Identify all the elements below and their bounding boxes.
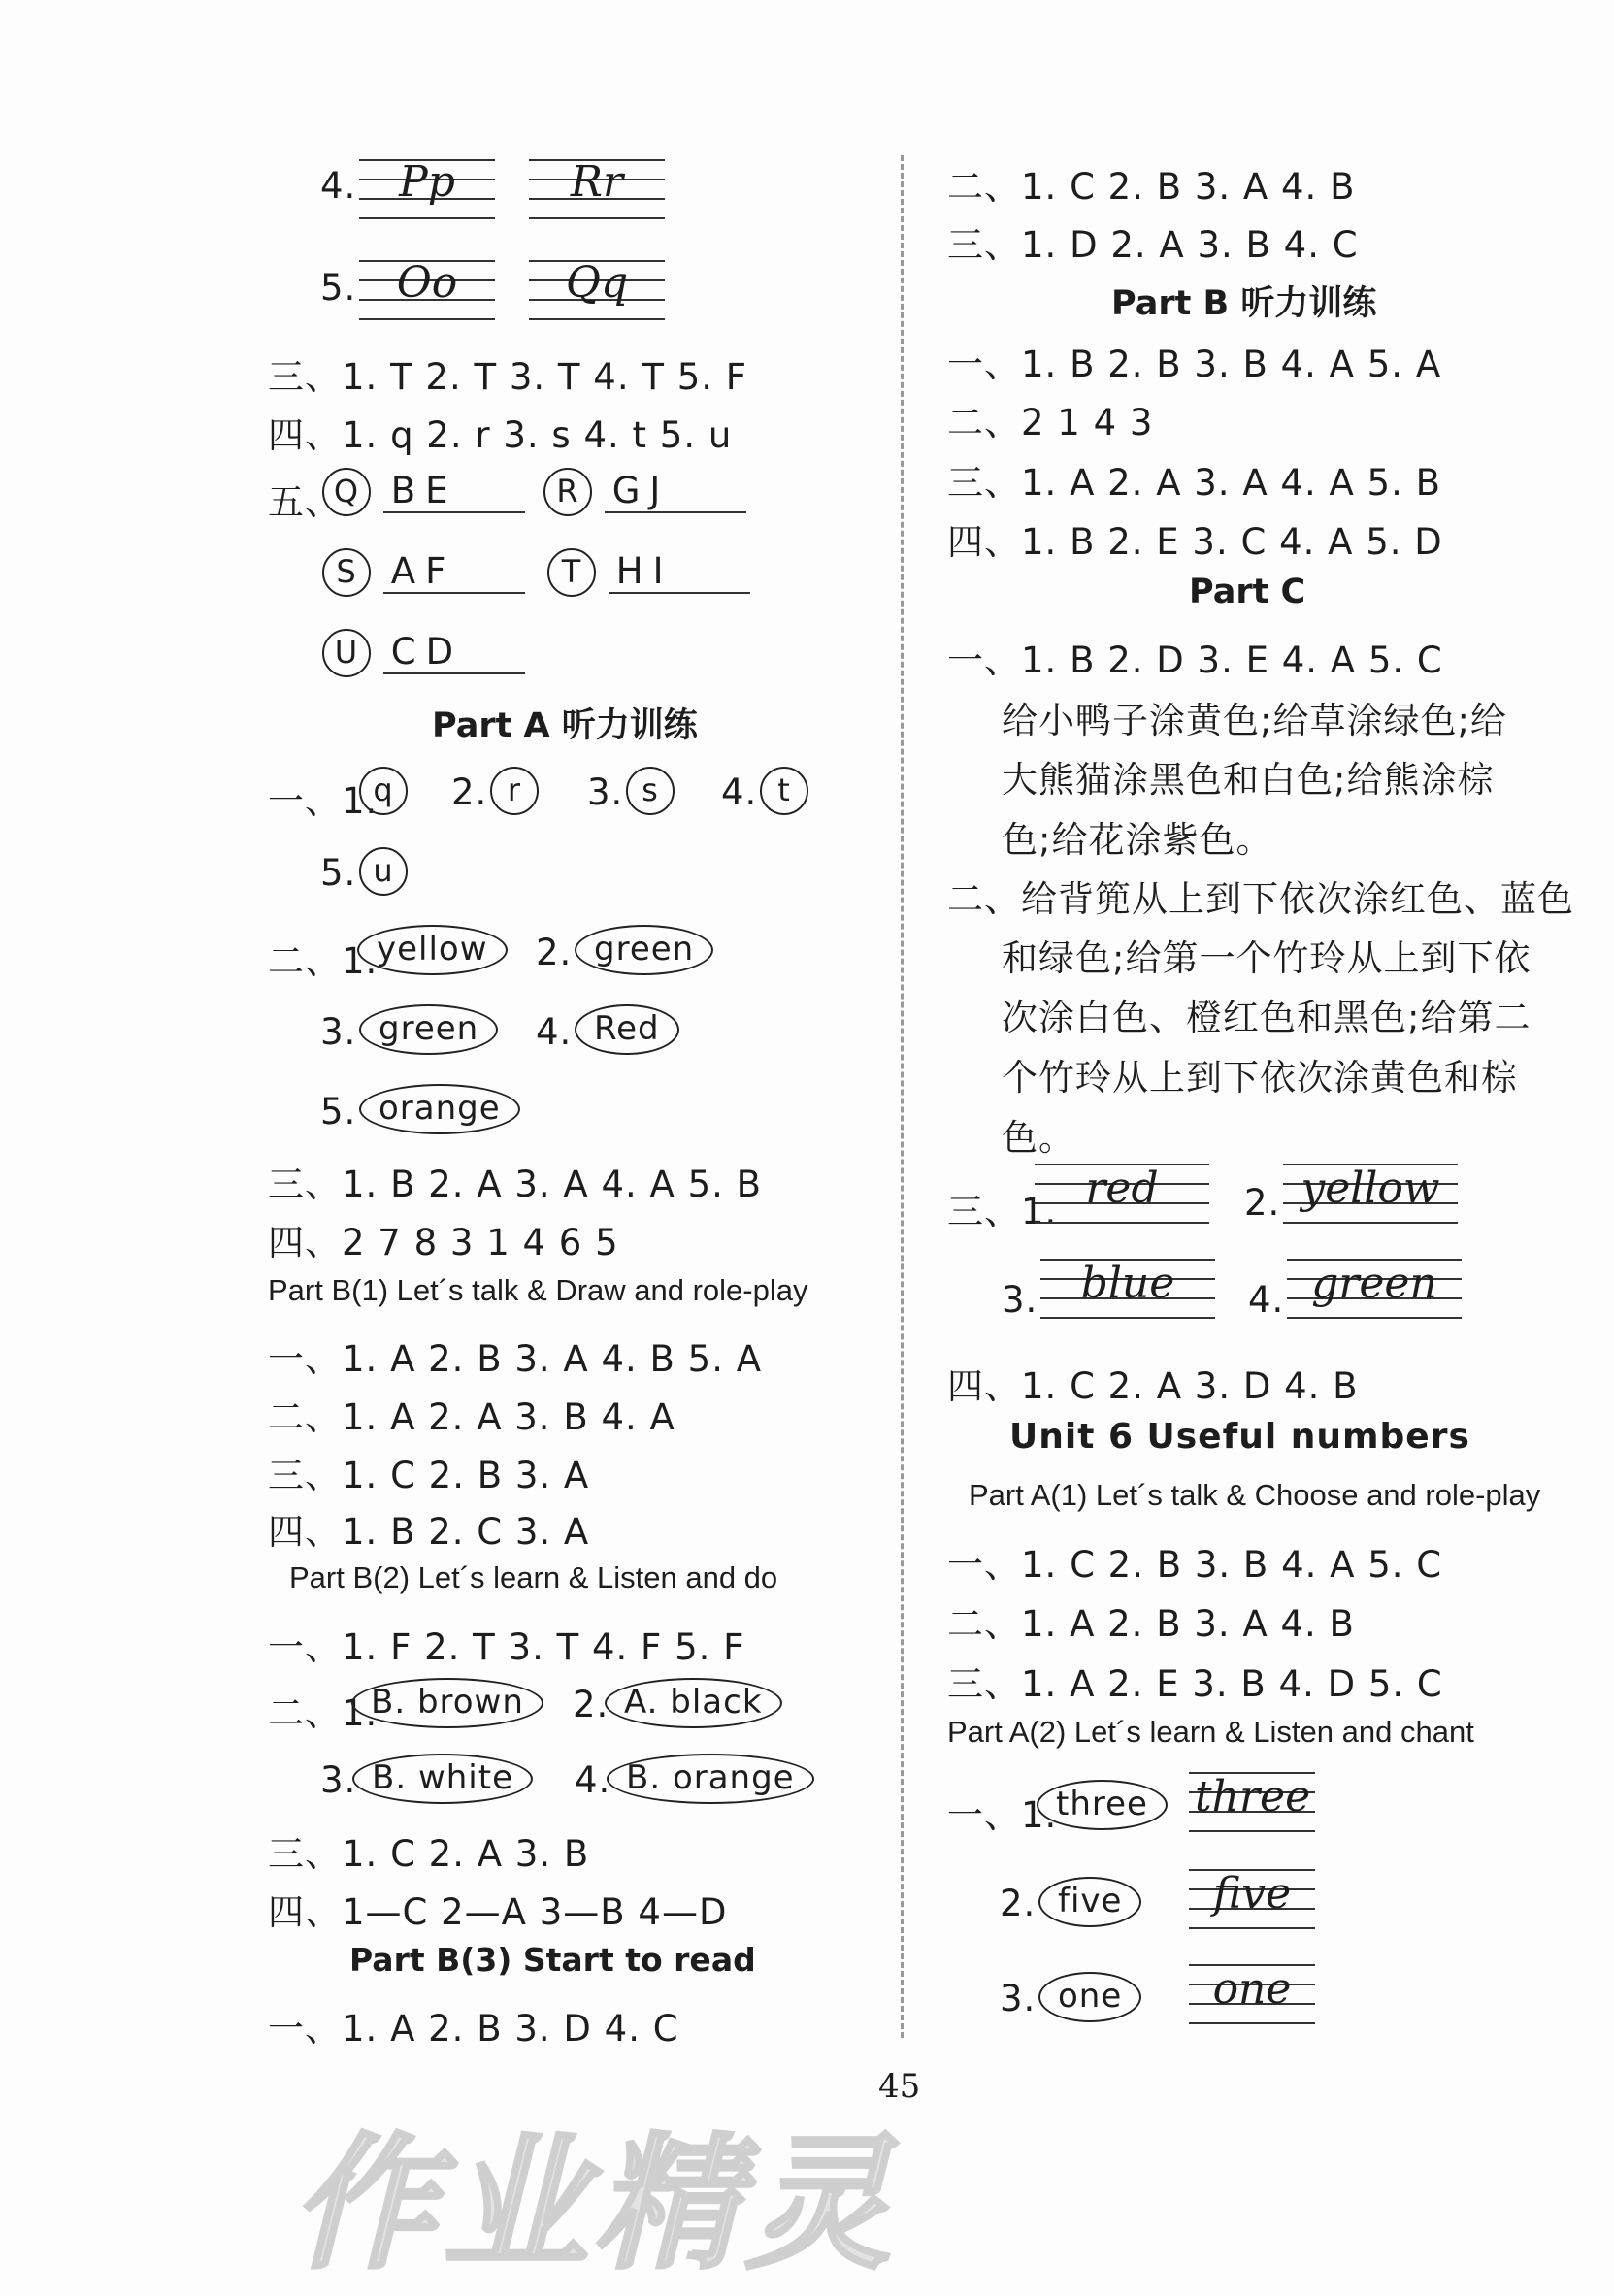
section-prefix: 一、1.	[947, 1794, 1058, 1836]
circled-word: orange	[359, 1084, 520, 1134]
section-prefix: 二、1.	[268, 940, 379, 982]
item-number: 2.	[573, 1684, 609, 1725]
instruction-text: 色。	[1002, 1117, 1075, 1159]
item-number: 4.	[536, 1011, 573, 1053]
section-prefix: 三、1.	[947, 1191, 1058, 1232]
four-line-grid	[359, 254, 495, 324]
circled-word: B. orange	[607, 1754, 814, 1804]
letter-blank: AF	[383, 550, 525, 594]
watermark-logo: 作业精灵	[291, 2120, 898, 2289]
circled-word: B. brown	[351, 1678, 543, 1728]
item-number: 4.	[575, 1759, 611, 1801]
answer-line: 一、1. A 2. B 3. D 4. C	[268, 2008, 679, 2050]
oval-answer	[352, 1754, 533, 1804]
circled-letter: R	[543, 468, 592, 516]
four-line-grid	[1287, 1255, 1462, 1325]
item-number: 2.	[536, 932, 573, 973]
circled-letter: Q	[322, 468, 371, 516]
circled-word: Red	[575, 1004, 679, 1055]
answer-line: 四、1. q 2. r 3. s 4. t 5. u	[268, 414, 733, 456]
subsection-heading: Part B(1) Let´s talk & Draw and role-play	[268, 1273, 808, 1307]
circled-letter: u	[359, 847, 408, 896]
page-number: 45	[878, 2067, 921, 2106]
oval-answer	[1038, 1877, 1141, 1927]
circled-word: three	[1037, 1780, 1168, 1830]
oval-answer	[351, 1678, 543, 1728]
answer-line: 一、1. C 2. B 3. B 4. A 5. C	[947, 1544, 1443, 1586]
section-prefix: 二、1.	[268, 1692, 379, 1734]
handwritten-word: red	[1085, 1164, 1159, 1213]
item-4-number: 4.	[320, 165, 357, 207]
item-number: 4.	[721, 771, 758, 813]
section-heading: Part A 听力训练	[432, 706, 698, 745]
item-number: 3.	[320, 1759, 357, 1801]
circled-letter: r	[490, 767, 539, 815]
section-prefix: 一、1.	[268, 780, 379, 822]
letter-blank: CD	[383, 631, 525, 674]
circled-letter: T	[547, 548, 596, 597]
four-line-grid	[529, 254, 665, 324]
item-number: 4.	[1248, 1279, 1285, 1321]
unit-title: Unit 6 Useful numbers	[1009, 1417, 1470, 1457]
item-number: 5.	[320, 1091, 357, 1132]
circled-letter-group	[322, 629, 525, 677]
answer-line: 三、1. C 2. A 3. B	[268, 1833, 590, 1875]
answer-line: 四、1—C 2—A 3—B 4—D	[268, 1891, 728, 1933]
answer-line: 二、1. A 2. A 3. B 4. A	[268, 1396, 675, 1438]
oval-answer	[357, 925, 508, 975]
instruction-text: 给小鸭子涂黄色;给草涂绿色;给	[1002, 700, 1507, 741]
handwritten-letters: Qq	[565, 258, 629, 308]
answer-line: 三、1. D 2. A 3. B 4. C	[947, 224, 1359, 266]
item-number: 3.	[320, 1011, 357, 1053]
instruction-text: 次涂白色、橙红色和黑色;给第二	[1002, 997, 1532, 1038]
four-line-grid	[1189, 1865, 1315, 1935]
handwritten-word: five	[1212, 1869, 1292, 1919]
item-number: 5.	[320, 852, 357, 894]
letter-blank: GJ	[605, 470, 746, 513]
answer-line: 四、1. B 2. C 3. A	[268, 1511, 590, 1553]
four-line-grid	[1189, 1960, 1315, 2030]
oval-answer	[575, 925, 713, 975]
oval-answer	[605, 1678, 782, 1728]
circled-word: A. black	[605, 1678, 782, 1728]
handwritten-word: blue	[1080, 1259, 1175, 1308]
handwritten-word: yellow	[1301, 1164, 1440, 1213]
handwritten-letters: Oo	[396, 258, 458, 308]
answer-line: 四、1. B 2. E 3. C 4. A 5. D	[947, 521, 1443, 563]
item-number: 2.	[1244, 1182, 1281, 1224]
circled-word: green	[575, 925, 713, 975]
oval-answer	[1037, 1780, 1168, 1830]
four-line-grid	[1283, 1160, 1458, 1230]
circled-answer	[359, 767, 408, 815]
item-number: 3.	[1000, 1978, 1037, 2019]
handwritten-word: one	[1212, 1964, 1292, 2014]
section-heading: Part C	[1189, 573, 1306, 611]
circled-answer	[490, 767, 539, 815]
circled-letter: q	[359, 767, 408, 815]
answer-line: 一、1. B 2. B 3. B 4. A 5. A	[947, 344, 1442, 385]
column-divider	[901, 155, 904, 2038]
instruction-text: 个竹玲从上到下依次涂黄色和棕	[1002, 1057, 1518, 1099]
circled-letter-group	[322, 548, 525, 597]
circled-letter: t	[760, 767, 808, 815]
oval-answer	[575, 1004, 679, 1055]
circled-word: green	[359, 1004, 498, 1055]
circled-letter-group	[322, 468, 525, 516]
oval-answer	[1038, 1972, 1141, 2022]
circled-word: one	[1038, 1972, 1141, 2022]
oval-answer	[607, 1754, 814, 1804]
answer-line: 三、1. A 2. A 3. A 4. A 5. B	[947, 462, 1441, 504]
answer-line: 三、1. A 2. E 3. B 4. D 5. C	[947, 1663, 1443, 1705]
letter-blank: HI	[609, 550, 750, 594]
circled-word: B. white	[352, 1754, 533, 1804]
handwritten-letters: Rr	[570, 157, 624, 207]
subsection-heading: Part A(2) Let´s learn & Listen and chant	[947, 1715, 1474, 1749]
subsection-heading: Part A(1) Let´s talk & Choose and role-play	[969, 1478, 1541, 1512]
item-number: 2.	[1000, 1883, 1037, 1924]
oval-answer	[359, 1084, 520, 1134]
item-5-number: 5.	[320, 267, 357, 309]
circled-letter: S	[322, 548, 371, 597]
circled-word: yellow	[357, 925, 508, 975]
handwritten-word: green	[1311, 1259, 1437, 1308]
circled-answer	[626, 767, 675, 815]
answer-line: 二、1. A 2. B 3. A 4. B	[947, 1603, 1355, 1645]
section-prefix: 五、	[268, 481, 342, 523]
handwritten-word: three	[1195, 1772, 1311, 1821]
answer-line: 三、1. T 2. T 3. T 4. T 5. F	[268, 356, 748, 398]
subsection-heading: Part B(2) Let´s learn & Listen and do	[289, 1560, 778, 1594]
four-line-grid	[1189, 1768, 1315, 1838]
section-heading: Part B 听力训练	[1111, 284, 1377, 323]
instruction-text: 色;给花涂紫色。	[1002, 819, 1273, 861]
four-line-grid	[529, 153, 665, 223]
item-number: 3.	[1002, 1279, 1038, 1321]
answer-line: 三、1. C 2. B 3. A	[268, 1455, 590, 1496]
answer-line: 一、1. F 2. T 3. T 4. F 5. F	[268, 1626, 745, 1668]
item-number: 2.	[451, 771, 488, 813]
instruction-text: 和绿色;给第一个竹玲从上到下依	[1002, 937, 1532, 979]
answer-line: 四、1. C 2. A 3. D 4. B	[947, 1365, 1359, 1407]
subsection-heading: Part B(3) Start to read	[349, 1941, 756, 1979]
item-number: 3.	[587, 771, 624, 813]
four-line-grid	[359, 153, 495, 223]
circled-letter: U	[322, 629, 371, 677]
answer-line: 一、1. B 2. D 3. E 4. A 5. C	[947, 640, 1443, 681]
answer-line: 四、2 7 8 3 1 4 6 5	[268, 1222, 619, 1263]
oval-answer	[359, 1004, 498, 1055]
letter-blank: BE	[383, 470, 525, 513]
circled-word: five	[1038, 1877, 1141, 1927]
four-line-grid	[1040, 1255, 1215, 1325]
answer-line: 二、1. C 2. B 3. A 4. B	[947, 166, 1356, 208]
handwritten-letters: Pp	[399, 157, 455, 207]
instruction-text: 大熊猫涂黑色和白色;给熊涂棕	[1002, 759, 1495, 801]
circled-letter-group	[547, 548, 750, 597]
instruction-text: 二、给背篼从上到下依次涂红色、蓝色	[947, 878, 1574, 920]
answer-line: 二、2 1 4 3	[947, 402, 1154, 443]
circled-letter-group	[543, 468, 746, 516]
circled-answer	[359, 847, 408, 896]
answer-line: 三、1. B 2. A 3. A 4. A 5. B	[268, 1164, 763, 1205]
four-line-grid	[1035, 1160, 1209, 1230]
answer-line: 一、1. A 2. B 3. A 4. B 5. A	[268, 1338, 763, 1380]
circled-letter: s	[626, 767, 675, 815]
circled-answer	[760, 767, 808, 815]
